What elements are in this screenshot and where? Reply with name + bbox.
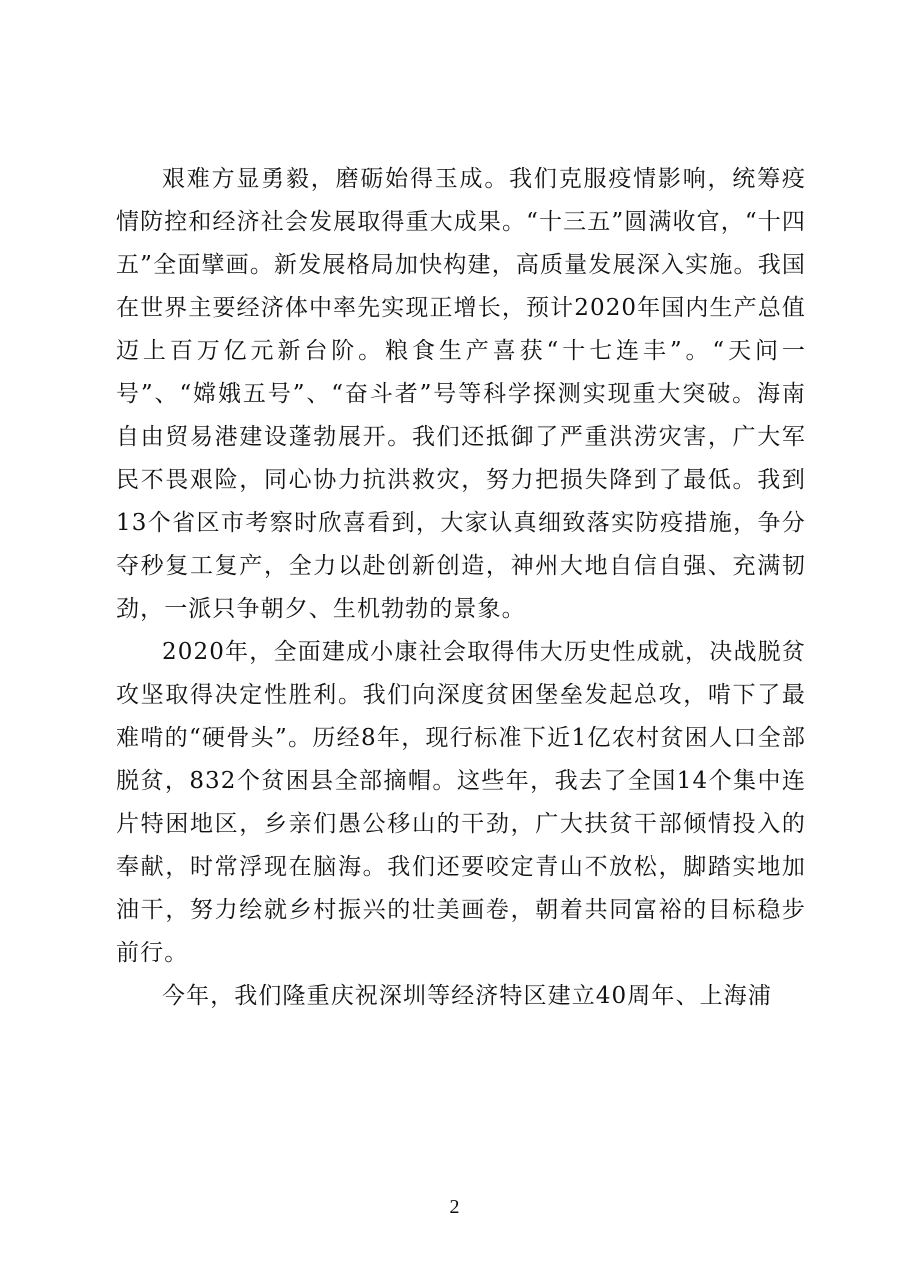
paragraph-3: 今年，我们隆重庆祝深圳等经济特区建立40周年、上海浦: [162, 983, 772, 1009]
paragraph-1: 艰难方显勇毅，磨砺始得玉成。我们克服疫情影响，统筹疫情防控和经济社会发展取得重大成果。“十三五”圆满收官，“十四五”全面擘画。新发展格局加快构建，高质量发展深入实施。我国在世界主要经济体中率先实现正增长，预计2020年国内生产总值迈上百万亿元新台阶。粮食生产喜获“十七连丰”。“天问一号”、“嫦娥五号”、“奋斗者”号等科学探测实现重大突破。海南自由贸易港建设蓬勃展开。我们还抵御了严重洪涝灾害，广大军民不畏艰险，同心协力抗洪救灾，努力把损失降到了最低。我到13个省区市考察时欣喜看到，大家认真细致落实防疫措施，争分夺秒复工复产，全力以赴创新创造，神州大地自信自强、充满韧劲，一派只争朝夕、生机勃勃的景象。: [116, 166, 806, 622]
document-body: [116, 158, 806, 1018]
page-number: 2: [449, 1196, 460, 1218]
paragraph-2: 2020年，全面建成小康社会取得伟大历史性成就，决战脱贫攻坚取得决定性胜利。我们向深度贫困堡垒发起总攻，啃下了最难啃的“硬骨头”。历经8年，现行标准下近1亿农村贫困人口全部脱贫，832个贫困县全部摘帽。这些年，我去了全国14个集中连片特困地区，乡亲们愚公移山的干劲，广大扶贫干部倾情投入的奉献，时常浮现在脑海。我们还要咬定青山不放松，脚踏实地加油干，努力绘就乡村振兴的壮美画卷，朝着共同富裕的目标稳步前行。: [116, 639, 806, 966]
